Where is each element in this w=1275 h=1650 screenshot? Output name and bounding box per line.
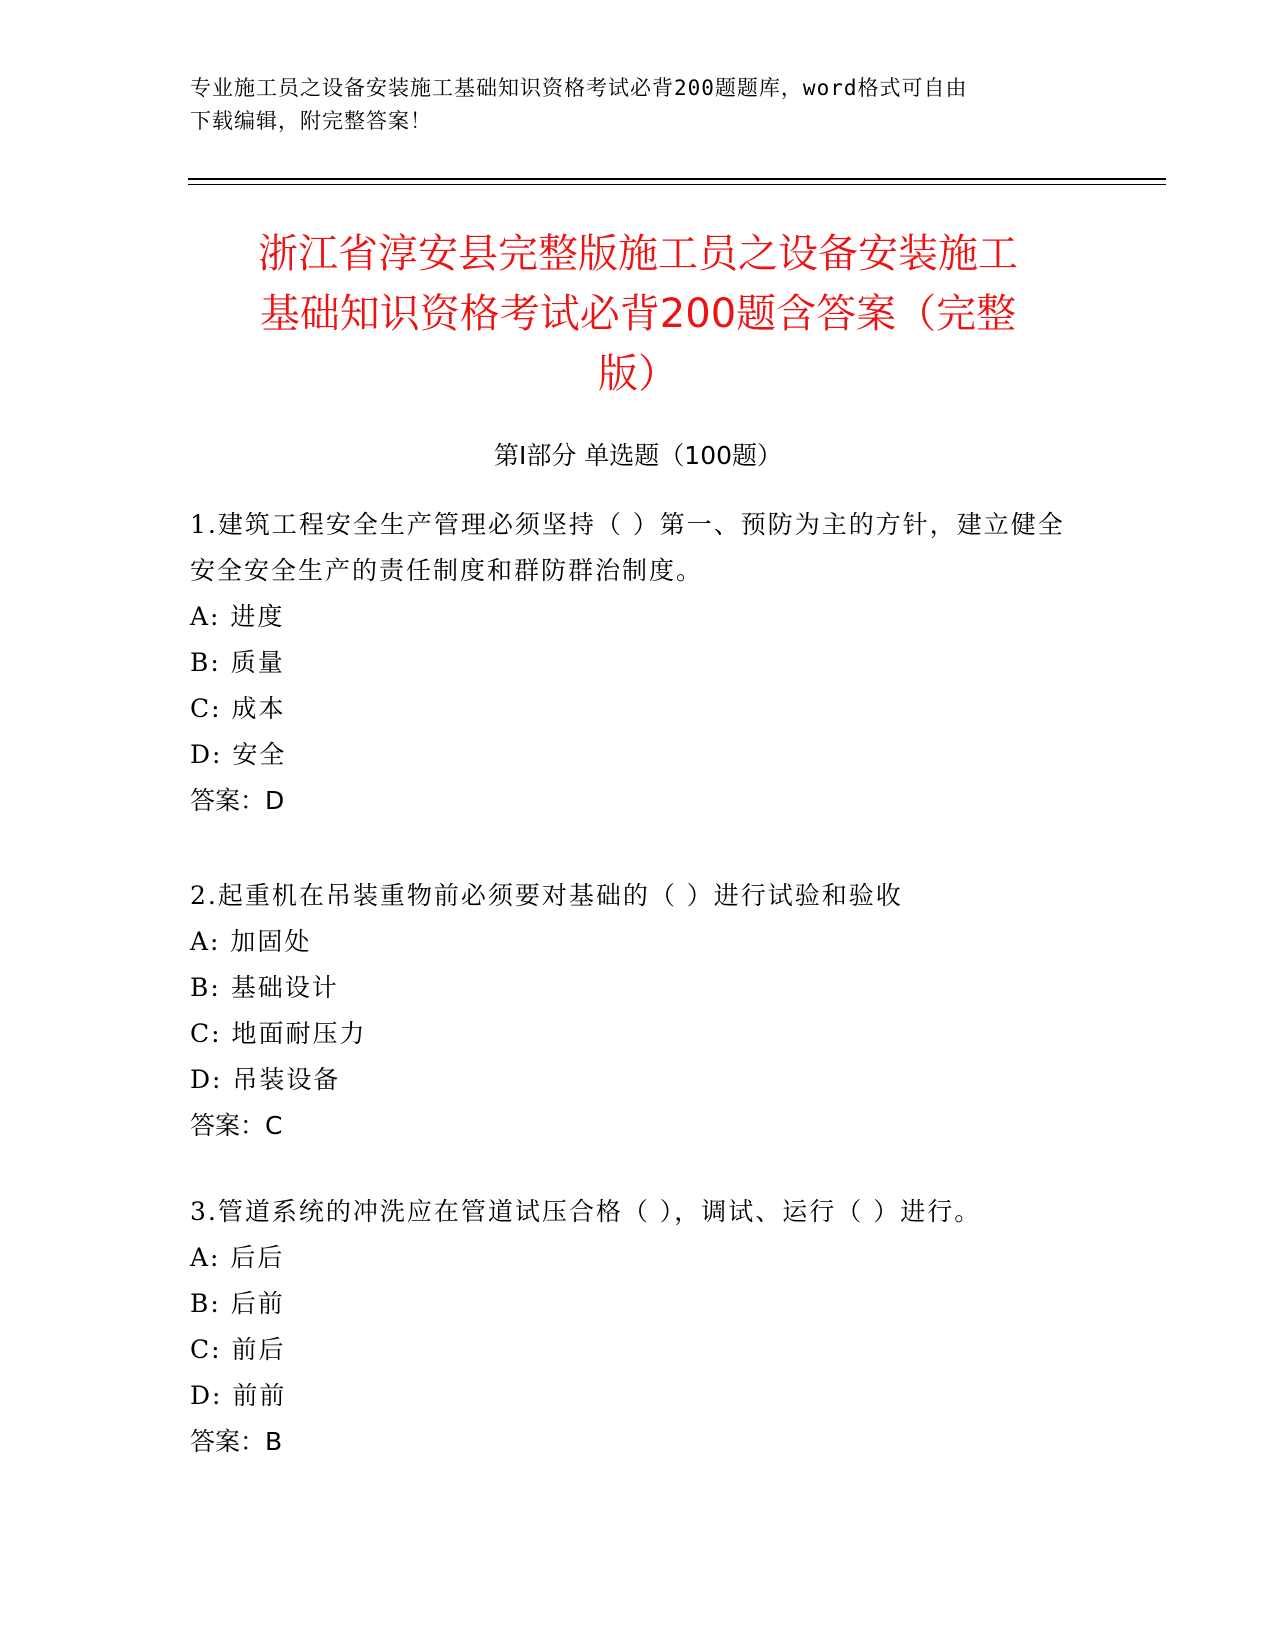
question-1 [190,502,1090,824]
question-stem: 3.管道系统的冲洗应在管道试压合格（ ），调试、运行（ ）进行。 [190,1197,982,1226]
question-3 [190,1189,1090,1465]
option-b: B: 后前 [190,1289,285,1318]
option-a: A: 加固处 [190,927,312,956]
document-title [188,224,1088,404]
header-divider-thick [188,178,1166,180]
option-c: C: 前后 [190,1335,286,1364]
question-stem: 2.起重机在吊装重物前必须要对基础的（ ）进行试验和验收 [190,881,903,910]
section-heading: 第Ⅰ部分 单选题（100题） [493,441,783,470]
title-line-3: 版） [598,351,678,397]
question-2 [190,873,1090,1149]
title-line-2: 基础知识资格考试必背200题含答案（完整 [259,291,1017,337]
option-a: A: 进度 [190,602,285,631]
header-divider-thin [188,184,1166,185]
title-line-1: 浙江省淳安县完整版施工员之设备安装施工 [258,231,1018,277]
option-c: C: 成本 [190,694,286,723]
answer: 答案：C [190,1111,283,1140]
option-d: D: 前前 [190,1381,287,1410]
option-b: B: 质量 [190,648,285,677]
intro-line-2: 下载编辑，附完整答案！ [190,109,432,133]
question-stem: 1.建筑工程安全生产管理必须坚持（ ）第一、预防为主的方针，建立健全安全安全生产的责任制度和群防群治制度。 [190,510,1065,585]
option-d: D: 吊装设备 [190,1065,341,1094]
intro-line-1: 专业施工员之设备安装施工基础知识资格考试必背200题题库，word格式可自由 [190,76,968,100]
answer: 答案：B [190,1427,283,1456]
intro-text [190,72,1090,138]
option-d: D: 安全 [190,740,287,769]
option-c: C: 地面耐压力 [190,1019,367,1048]
answer: 答案：D [190,786,285,815]
option-b: B: 基础设计 [190,973,339,1002]
option-a: A: 后后 [190,1243,285,1272]
